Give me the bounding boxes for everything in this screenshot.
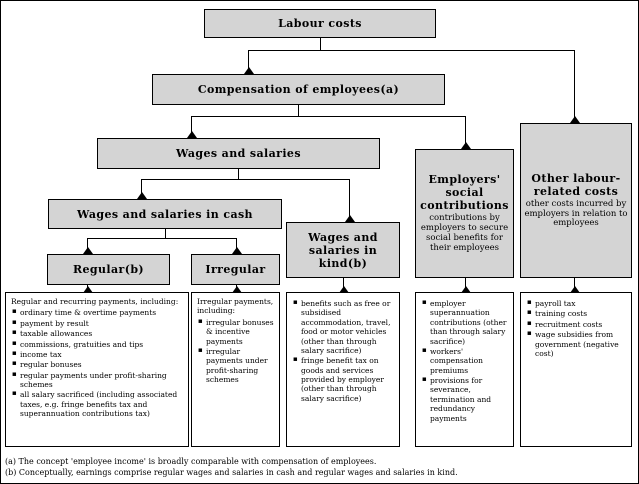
list-item: ▪ ordinary time & overtime payments (20, 308, 185, 317)
list-wages-kind-items (290, 299, 396, 403)
node-regular (47, 254, 170, 285)
list-item: ▪ income tax (20, 350, 185, 359)
node-wages-kind (286, 222, 400, 278)
list-irregular-lead: Irregular payments, including: (197, 297, 274, 316)
connector-bus-level4 (87, 238, 236, 239)
connector-bus-to-kind (349, 179, 350, 217)
node-compensation-label: Compensation of employees(a) (197, 83, 400, 96)
list-item: ▪ provisions for severance, termination and redundancy payments (430, 376, 510, 423)
list-item: ▪ taxable allowances (20, 329, 185, 338)
node-labour-costs (204, 9, 436, 38)
node-labour-costs-label: Labour costs (278, 17, 362, 30)
node-wages-cash (48, 199, 282, 229)
node-regular-label: Regular(b) (72, 263, 145, 276)
list-employers-social (415, 292, 514, 447)
arrow-regular (83, 247, 93, 254)
node-other-labour-label: Other labour-related costs (531, 171, 621, 198)
list-item: ▪ wage subsidies from government (negative cost) (535, 330, 628, 358)
list-item: ▪ training costs (535, 309, 628, 318)
footnote-b: (b) Conceptually, earnings comprise regular wages and salaries in cash and regular wages and salaries in kind. (5, 468, 458, 478)
node-other-labour (520, 123, 632, 278)
arrow-wages-cash (137, 192, 147, 199)
list-item: ▪ workers' compensation premiums (430, 347, 510, 375)
footnotes (5, 457, 625, 479)
connector-bus-level2 (191, 116, 466, 117)
list-item: ▪ payroll tax (535, 299, 628, 308)
arrow-other-labour (570, 116, 580, 123)
list-item: ▪ regular payments under profit-sharing schemes (20, 371, 185, 390)
node-irregular-label: Irregular (205, 263, 266, 276)
list-item: ▪ irregular bonuses & incentive payments (206, 318, 276, 346)
arrow-compensation (244, 67, 254, 74)
list-item: ▪ regular bonuses (20, 360, 185, 369)
list-regular (5, 292, 189, 447)
connector-bus-to-social (465, 116, 466, 144)
connector-bus-level3 (141, 179, 349, 180)
arrow-wages-kind (345, 215, 355, 222)
connector-wages-down (238, 169, 239, 179)
list-regular-items (9, 308, 185, 418)
list-item: ▪ commissions, gratuities and tips (20, 340, 185, 349)
node-wages-salaries (97, 138, 380, 169)
node-irregular (191, 254, 280, 285)
node-employers-social-label: Employers' social contributions (420, 173, 509, 213)
list-irregular-items (195, 318, 276, 385)
connector-compensation-down (298, 105, 299, 116)
list-item: ▪ payment by result (20, 319, 185, 328)
connector-bus-level1 (248, 50, 575, 51)
list-item: ▪ all salary sacrificed (including associated taxes, e.g. fringe benefits tax and superannuation contributions tax) (20, 390, 185, 418)
list-employers-social-items (419, 299, 510, 423)
list-regular-lead: Regular and recurring payments, including: (11, 297, 179, 306)
list-item: ▪ recruitment costs (535, 320, 628, 329)
node-employers-social (415, 149, 514, 278)
list-irregular (191, 292, 280, 447)
list-wages-kind (286, 292, 400, 447)
list-other-labour-items (524, 299, 628, 358)
arrow-employers-social (461, 142, 471, 149)
node-wages-salaries-label: Wages and salaries (176, 147, 301, 160)
node-wages-cash-label: Wages and salaries in cash (77, 207, 253, 221)
list-item: ▪ benefits such as free or subsidised accommodation, travel, food or motor vehicles (other than through salary sacrifice) (301, 299, 396, 355)
list-other-labour (520, 292, 632, 447)
node-compensation (152, 74, 445, 105)
node-other-labour-sub: other costs incurred by employers in relation to employees (524, 198, 628, 229)
node-employers-social-sub: contributions by employers to secure social benefits for their employees (420, 213, 509, 253)
list-item: ▪ irregular payments under profit-sharing schemes (206, 347, 276, 385)
arrow-wages-salaries (187, 131, 197, 138)
connector-bus-to-other (574, 50, 575, 118)
list-item: ▪ employer superannuation contributions (other than through salary sacrifice) (430, 299, 510, 346)
node-wages-kind-label: Wages and salaries in kind(b) (308, 230, 378, 270)
footnote-a: (a) The concept 'employee income' is broadly comparable with compensation of employees. (5, 457, 377, 467)
connector-labour-to-bus (320, 38, 321, 50)
list-item: ▪ fringe benefit tax on goods and services provided by employer (other than through salary sacrifice) (301, 356, 396, 403)
arrow-irregular (232, 247, 242, 254)
connector-cash-down (165, 229, 166, 238)
